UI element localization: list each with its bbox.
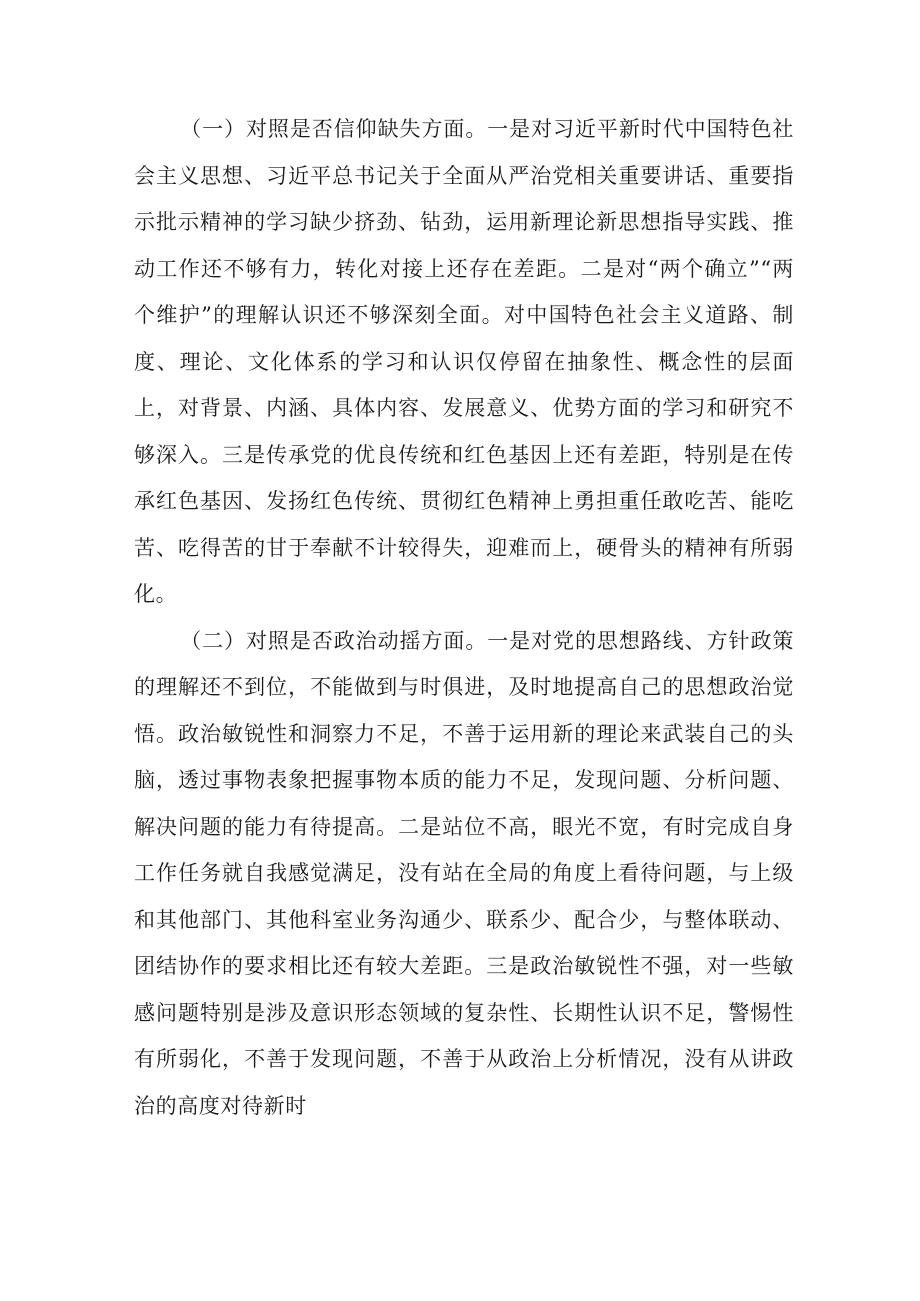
document-body (134, 106, 794, 1129)
paragraph-2: （二）对照是否政治动摇方面。一是对党的思想路线、方针政策的理解还不到位，不能做到与时俱进，及时地提高自己的思想政治觉悟。政治敏锐性和洞察力不足，不善于运用新的理论来武装自己的头脑，透过事物表象把握事物本质的能力不足，发现问题、分析问题、解决问题的能力有待提高。二是站位不高，眼光不宽，有时完成自身工作任务就自我感觉满足，没有站在全局的角度上看待问题，与上级和其他部门、其他科室业务沟通少、联系少、配合少，与整体联动、团结协作的要求相比还有较大差距。三是政治敏锐性不强，对一些敏感问题特别是涉及意识形态领域的复杂性、长期性认识不足，警惕性有所弱化，不善于发现问题，不善于从政治上分析情况，没有从讲政治的高度对待新时 (134, 628, 794, 1118)
paragraph-1: （一）对照是否信仰缺失方面。一是对习近平新时代中国特色社会主义思想、习近平总书记关于全面从严治党相关重要讲话、重要指示批示精神的学习缺少挤劲、钻劲，运用新理论新思想指导实践、推动工作还不够有力，转化对接上还存在差距。二是对“两个确立”“两个维护”的理解认识还不够深刻全面。对中国特色社会主义道路、制度、理论、文化体系的学习和认识仅停留在抽象性、概念性的层面上，对背景、内涵、具体内容、发展意义、优势方面的学习和研究不够深入。三是传承党的优良传统和红色基因上还有差距，特别是在传承红色基因、发扬红色传统、贯彻红色精神上勇担重任敢吃苦、能吃苦、吃得苦的甘于奉献不计较得失，迎难而上，硬骨头的精神有所弱化。 (134, 117, 794, 606)
